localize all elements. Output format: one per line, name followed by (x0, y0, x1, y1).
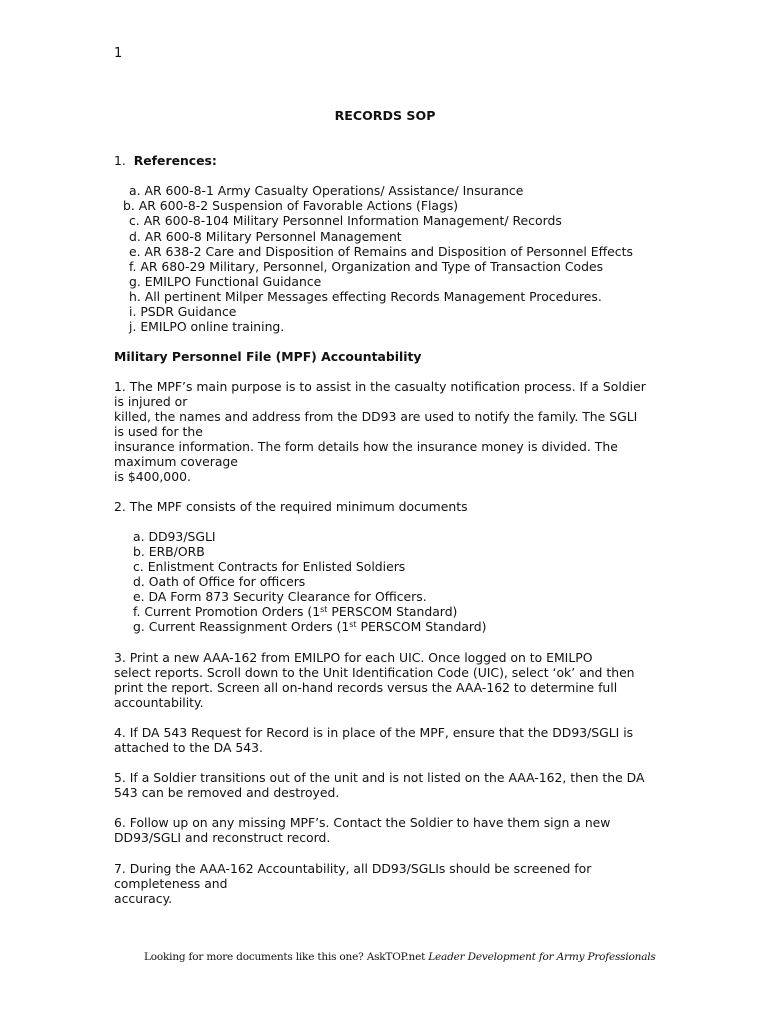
reference-item: a. AR 600-8-1 Army Casualty Operations/ Assistance/ Insurance (129, 183, 524, 198)
paragraph-line: insurance information. The form details how the insurance money is divided. The (114, 439, 618, 454)
footer-text: Looking for more documents like this one? AskTOP.net (144, 951, 426, 963)
reference-item: e. AR 638-2 Care and Disposition of Remains and Disposition of Personnel Effects (129, 244, 633, 259)
list-item-text: g. Current Reassignment Orders (1 (133, 619, 350, 634)
paragraph-line: maximum coverage (114, 454, 238, 469)
reference-item: g. EMILPO Functional Guidance (129, 274, 322, 289)
document-list-item: b. ERB/ORB (133, 544, 205, 559)
paragraph-line: DD93/SGLI and reconstruct record. (114, 830, 331, 845)
footer-tagline: Leader Development for Army Professionals (428, 951, 656, 963)
document-list-item: d. Oath of Office for officers (133, 574, 306, 589)
page-number: 1 (114, 46, 123, 61)
paragraph-line: is injured or (114, 394, 188, 409)
paragraph-line: 1. The MPF’s main purpose is to assist in the casualty notification process. If a Soldier (114, 379, 646, 394)
paragraph-line: is $400,000. (114, 469, 191, 484)
paragraph-line: attached to the DA 543. (114, 740, 263, 755)
reference-item: f. AR 680-29 Military, Personnel, Organization and Type of Transaction Codes (129, 259, 604, 274)
document-list-item: a. DD93/SGLI (133, 529, 216, 544)
list-item-text: PERSCOM Standard) (327, 604, 458, 619)
paragraph-line: is used for the (114, 424, 203, 439)
references-heading-label: References: (133, 153, 217, 168)
paragraph-line: print the report. Screen all on-hand records versus the AAA-162 to determine full (114, 680, 618, 695)
reference-item: j. EMILPO online training. (129, 319, 285, 334)
paragraph-line: 3. Print a new AAA-162 from EMILPO for each UIC. Once logged on to EMILPO (114, 650, 593, 665)
paragraph-line: select reports. Scroll down to the Unit Identification Code (UIC), select ‘ok’ and then (114, 665, 635, 680)
document-list-item (133, 604, 457, 619)
reference-item: c. AR 600-8-104 Military Personnel Information Management/ Records (129, 213, 562, 228)
paragraph-line: killed, the names and address from the DD93 are used to notify the family. The SGLI (114, 409, 638, 424)
paragraph-line: 2. The MPF consists of the required minimum documents (114, 499, 468, 514)
references-heading-number: 1. (114, 153, 126, 168)
reference-item: d. AR 600-8 Military Personnel Management (129, 229, 402, 244)
list-item-text: f. Current Promotion Orders (1 (133, 604, 321, 619)
references-heading (114, 153, 217, 168)
superscript-ordinal: st (349, 620, 357, 629)
document-title: RECORDS SOP (334, 108, 436, 123)
list-item-text: PERSCOM Standard) (356, 619, 487, 634)
reference-item: i. PSDR Guidance (129, 304, 237, 319)
paragraph-line: 543 can be removed and destroyed. (114, 785, 340, 800)
superscript-ordinal: st (320, 605, 328, 614)
document-list-item: c. Enlistment Contracts for Enlisted Soldiers (133, 559, 406, 574)
document-list-item (133, 619, 487, 634)
mpf-section-heading: Military Personnel File (MPF) Accountability (114, 349, 422, 364)
page-footer (144, 951, 656, 963)
paragraph-line: 7. During the AAA-162 Accountability, all DD93/SGLIs should be screened for (114, 861, 592, 876)
paragraph-line: accountability. (114, 695, 204, 710)
reference-item: h. All pertinent Milper Messages effecting Records Management Procedures. (129, 289, 602, 304)
paragraph-line: accuracy. (114, 891, 173, 906)
paragraph-line: 5. If a Soldier transitions out of the unit and is not listed on the AAA-162, then the DA (114, 770, 645, 785)
document-list-item: e. DA Form 873 Security Clearance for Officers. (133, 589, 427, 604)
paragraph-line: 4. If DA 543 Request for Record is in place of the MPF, ensure that the DD93/SGLI is (114, 725, 634, 740)
paragraph-line: 6. Follow up on any missing MPF’s. Contact the Soldier to have them sign a new (114, 815, 611, 830)
paragraph-line: completeness and (114, 876, 228, 891)
reference-item: b. AR 600-8-2 Suspension of Favorable Actions (Flags) (123, 198, 459, 213)
